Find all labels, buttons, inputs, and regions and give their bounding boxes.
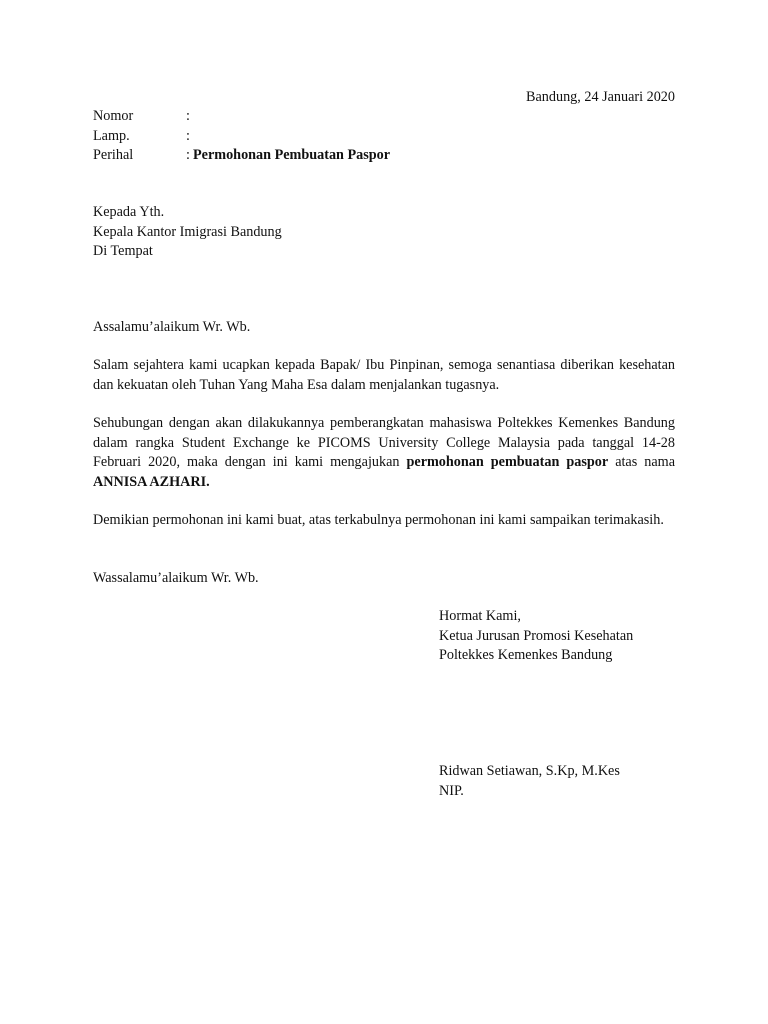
paragraph-closing: Demikian permohonan ini kami buat, atas terkabulnya permohonan ini kami sampaikan terimakasih. <box>93 512 664 528</box>
signer-name: Ridwan Setiawan, S.Kp, M.Kes <box>439 763 620 779</box>
letter-meta <box>93 107 390 166</box>
signature-regards: Hormat Kami, <box>439 608 521 624</box>
nomor-row <box>93 107 390 127</box>
opening-greeting: Assalamu’alaikum Wr. Wb. <box>93 319 251 335</box>
signature-institution: Poltekkes Kemenkes Bandung <box>439 647 613 663</box>
perihal-colon: : <box>186 147 190 163</box>
recipient-name: Kepala Kantor Imigrasi Bandung <box>93 223 282 240</box>
applicant-name: ANNISA AZHARI. <box>93 473 210 490</box>
request-text-b: atas nama <box>608 454 675 470</box>
signature-position: Ketua Jurusan Promosi Kesehatan <box>439 627 634 644</box>
lamp-label: Lamp. <box>93 127 130 144</box>
perihal-value: Permohonan Pembuatan Paspor <box>193 147 391 163</box>
recipient-salutation: Kepada Yth. <box>93 204 165 220</box>
nomor-label: Nomor <box>93 108 134 124</box>
request-text-a: Sehubungan dengan akan dilakukannya pemberangkatan mahasiswa Poltekkes Kemenkes Bandung dalam rangka Student Exchange ke PICOMS University College Malaysia pada tanggal 14-28 Februari 2020, maka dengan ini kami mengajukan <box>93 415 675 470</box>
signer-nip: NIP. <box>439 782 464 799</box>
closing-greeting: Wassalamu’alaikum Wr. Wb. <box>93 570 259 586</box>
recipient-place: Di Tempat <box>93 243 153 259</box>
paragraph-salam: Salam sejahtera kami ucapkan kepada Bapak/ Ibu Pinpinan, semoga senantiasa diberikan kesehatan dan kekuatan oleh Tuhan Yang Maha Esa dalam menjalankan tugasnya. <box>93 357 675 393</box>
paragraph-request <box>93 414 675 492</box>
nomor-colon: : <box>186 108 190 124</box>
lamp-row <box>93 127 390 147</box>
lamp-colon: : <box>186 127 190 144</box>
request-subject: permohonan pembuatan paspor <box>406 454 609 470</box>
perihal-label: Perihal <box>93 147 134 163</box>
recipient-block <box>93 203 282 262</box>
perihal-row <box>93 146 390 166</box>
signer-block <box>439 762 620 801</box>
signature-block <box>439 607 633 666</box>
place-date: Bandung, 24 Januari 2020 <box>526 89 675 105</box>
